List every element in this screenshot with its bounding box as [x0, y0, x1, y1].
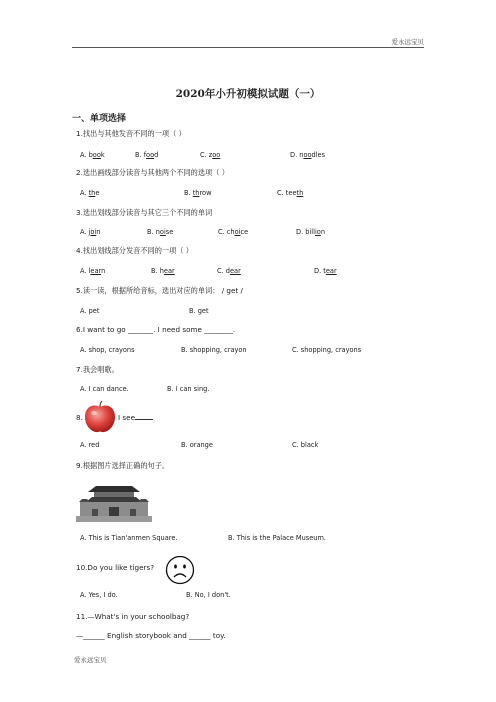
question-8-stem: 8.: [76, 413, 83, 422]
q3-option-d[interactable]: D. billion: [296, 228, 326, 236]
header-divider: [72, 47, 424, 48]
apple-icon: [83, 400, 117, 434]
question-6-stem: 6.I want to go _______. I need some ________.: [76, 325, 236, 334]
question-9-stem: 9.根据图片选择正确的句子。: [76, 461, 170, 470]
q9-option-b[interactable]: B. This is the Palace Museum.: [228, 534, 326, 542]
question-10-stem: 10.Do you like tigers?: [76, 563, 155, 572]
q9-option-a[interactable]: A. This is Tian'anmen Square.: [80, 534, 178, 542]
q8-option-a[interactable]: A. red: [80, 441, 100, 449]
q7-option-b[interactable]: B. I can sing.: [167, 385, 210, 393]
q6-option-a[interactable]: A. shop, crayons: [80, 346, 135, 354]
q1-option-a[interactable]: A. book: [80, 151, 105, 159]
q4-option-a[interactable]: A. learn: [80, 267, 106, 275]
q10-option-b[interactable]: B. No, I don't.: [186, 591, 231, 599]
section-heading: 一、单项选择: [72, 114, 127, 124]
q6-option-c[interactable]: C. shopping, crayons: [292, 346, 362, 354]
q3-option-a[interactable]: A. join: [80, 228, 101, 236]
q4-option-b[interactable]: B. hear: [151, 267, 175, 275]
q3-option-c[interactable]: C. choice: [218, 228, 249, 236]
footer-text: 爱永远宝贝: [74, 656, 107, 664]
q5-option-a[interactable]: A. pet: [80, 307, 100, 315]
q2-option-a[interactable]: A. the: [80, 189, 100, 197]
question-5-stem: 5.读一读，根据所给音标，选出对应的单词： / get /: [76, 286, 243, 295]
q1-option-c[interactable]: C. zoo: [200, 151, 221, 159]
q4-option-c[interactable]: C. dear: [217, 267, 241, 275]
q2-option-b[interactable]: B. throw: [184, 189, 212, 197]
q6-option-b[interactable]: B. shopping, crayon: [181, 346, 247, 354]
question-11-line2: —______ English storybook and ______ toy.: [76, 631, 226, 640]
q7-option-a[interactable]: A. I can dance.: [80, 385, 129, 393]
question-8-prompt: I see: [118, 413, 153, 422]
q5-option-b[interactable]: B. get: [189, 307, 209, 315]
question-7-stem: 7.我会唱歌。: [76, 365, 119, 374]
sad-face-icon: [165, 555, 195, 585]
header-text: 爱永远宝贝: [391, 38, 424, 46]
q1-option-b[interactable]: B. food: [135, 151, 159, 159]
question-3-stem: 3.选出划线部分读音与其它三个不同的单词: [76, 208, 213, 217]
palace-museum-image: [76, 480, 152, 522]
q4-option-d[interactable]: D. tear: [314, 267, 337, 275]
q8-option-b[interactable]: B. orange: [181, 441, 213, 449]
q2-option-c[interactable]: C. teeth: [277, 189, 304, 197]
q3-option-b[interactable]: B. noise: [147, 228, 174, 236]
question-2-stem: 2.选出画线部分读音与其他两个不同的选项（ ）: [76, 168, 229, 177]
q1-option-d[interactable]: D. noodles: [290, 151, 326, 159]
q10-option-a[interactable]: A. Yes, I do.: [80, 591, 118, 599]
page-title: 2020年小升初模拟试题（一）: [175, 88, 321, 100]
question-11-stem: 11.—What's in your schoolbag?: [76, 612, 190, 621]
question-4-stem: 4.找出划线部分发音不同的一项（ ）: [76, 246, 193, 255]
question-1-stem: 1.找出与其他发音不同的一项（ ）: [76, 129, 186, 138]
q8-option-c[interactable]: C. black: [292, 441, 319, 449]
